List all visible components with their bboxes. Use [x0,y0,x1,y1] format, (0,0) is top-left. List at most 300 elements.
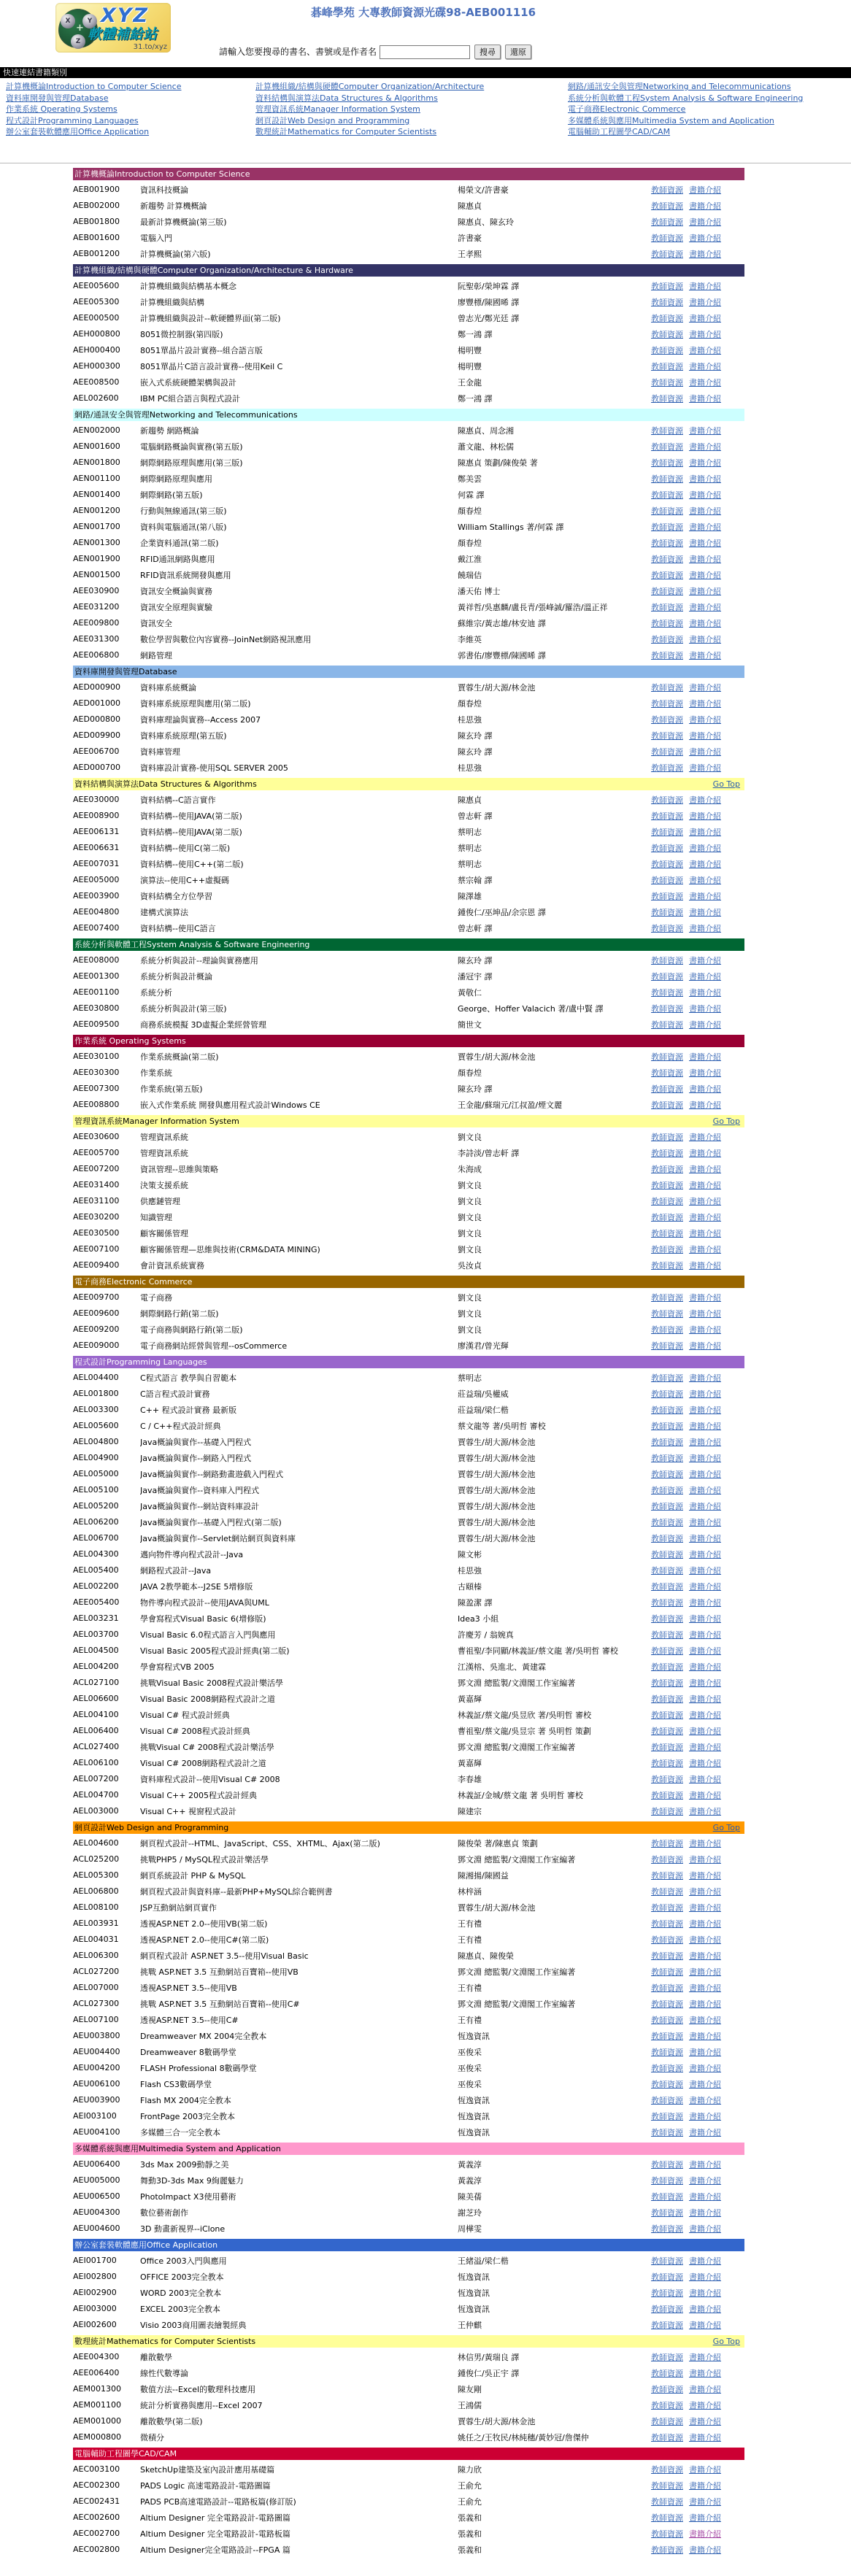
teacher-resource-link[interactable]: 教師資源 [651,1951,683,1961]
teacher-resource-link[interactable]: 教師資源 [651,923,683,933]
book-intro-link[interactable]: 書籍介紹 [689,634,721,644]
book-intro-link[interactable]: 書籍介紹 [689,618,721,628]
book-intro-link[interactable]: 書籍介紹 [689,1935,721,1945]
book-intro-link[interactable]: 書籍介紹 [689,923,721,933]
book-intro-link[interactable]: 書籍介紹 [689,1373,721,1383]
teacher-resource-link[interactable]: 教師資源 [651,1389,683,1399]
book-intro-link[interactable]: 書籍介紹 [689,971,721,982]
teacher-resource-link[interactable]: 教師資源 [651,987,683,998]
teacher-resource-link[interactable]: 教師資源 [651,570,683,580]
teacher-resource-link[interactable]: 教師資源 [651,2159,683,2170]
book-intro-link[interactable]: 書籍介紹 [689,313,721,323]
book-intro-link[interactable]: 書籍介紹 [689,2175,721,2186]
teacher-resource-link[interactable]: 教師資源 [651,2224,683,2234]
teacher-resource-link[interactable]: 教師資源 [651,2127,683,2137]
teacher-resource-link[interactable]: 教師資源 [651,1100,683,1110]
book-intro-link[interactable]: 書籍介紹 [689,714,721,725]
book-intro-link[interactable]: 書籍介紹 [689,1646,721,1656]
teacher-resource-link[interactable]: 教師資源 [651,859,683,869]
book-intro-link[interactable]: 書籍介紹 [689,2464,721,2475]
teacher-resource-link[interactable]: 教師資源 [651,233,683,243]
book-intro-link[interactable]: 書籍介紹 [689,281,721,291]
book-intro-link[interactable]: 書籍介紹 [689,1581,721,1592]
book-intro-link[interactable]: 書籍介紹 [689,586,721,596]
teacher-resource-link[interactable]: 教師資源 [651,201,683,211]
teacher-resource-link[interactable]: 教師資源 [651,2095,683,2105]
book-intro-link[interactable]: 書籍介紹 [689,1485,721,1495]
book-intro-link[interactable]: 書籍介紹 [689,795,721,805]
teacher-resource-link[interactable]: 教師資源 [651,1228,683,1238]
teacher-resource-link[interactable]: 教師資源 [651,1726,683,1736]
book-intro-link[interactable]: 書籍介紹 [689,1662,721,1672]
book-intro-link[interactable]: 書籍介紹 [689,1533,721,1543]
book-intro-link[interactable]: 書籍介紹 [689,490,721,500]
teacher-resource-link[interactable]: 教師資源 [651,1902,683,1913]
book-intro-link[interactable]: 書籍介紹 [689,1870,721,1881]
teacher-resource-link[interactable]: 教師資源 [651,2529,683,2539]
book-intro-link[interactable]: 書籍介紹 [689,2111,721,2121]
book-intro-link[interactable]: 書籍介紹 [689,1918,721,1929]
site-logo[interactable] [55,3,171,53]
teacher-resource-link[interactable]: 教師資源 [651,2191,683,2202]
quick-link-category[interactable]: 管理資訊系統Manager Information System [255,104,420,114]
book-intro-link[interactable]: 書籍介紹 [689,811,721,821]
teacher-resource-link[interactable]: 教師資源 [651,2496,683,2507]
teacher-resource-link[interactable]: 教師資源 [651,1164,683,1174]
teacher-resource-link[interactable]: 教師資源 [651,2272,683,2282]
teacher-resource-link[interactable]: 教師資源 [651,747,683,757]
book-author: 莊益瑞/吳權威 [458,1389,509,1399]
quick-link-category[interactable]: 作業系統 Operating Systems [6,104,118,114]
teacher-resource-link[interactable]: 教師資源 [651,329,683,339]
teacher-resource-link[interactable]: 教師資源 [651,971,683,982]
book-intro-link[interactable]: 書籍介紹 [689,859,721,869]
teacher-resource-link[interactable]: 教師資源 [651,2256,683,2266]
teacher-resource-link[interactable]: 教師資源 [651,1742,683,1752]
teacher-resource-link[interactable]: 教師資源 [651,1613,683,1624]
book-intro-link[interactable]: 書籍介紹 [689,1068,721,1078]
teacher-resource-link[interactable]: 教師資源 [651,1244,683,1254]
teacher-resource-link[interactable]: 教師資源 [651,2207,683,2218]
book-intro-link[interactable]: 書籍介紹 [689,297,721,307]
book-intro-link[interactable]: 書籍介紹 [689,2480,721,2491]
teacher-resource-link[interactable]: 教師資源 [651,875,683,885]
teacher-resource-link[interactable]: 教師資源 [651,1180,683,1190]
book-intro-link[interactable]: 書籍介紹 [689,249,721,259]
book-intro-link[interactable]: 書籍介紹 [689,2191,721,2202]
teacher-resource-link[interactable]: 教師資源 [651,2400,683,2410]
book-intro-link[interactable]: 書籍介紹 [689,1405,721,1415]
quick-link-category[interactable]: 計算機概論Introduction to Computer Science [6,82,182,91]
book-links [651,1468,744,1480]
teacher-resource-link[interactable]: 教師資源 [651,2416,683,2426]
teacher-resource-link[interactable]: 教師資源 [651,2015,683,2025]
teacher-resource-link[interactable]: 教師資源 [651,2047,683,2057]
teacher-resource-link[interactable]: 教師資源 [651,1068,683,1078]
book-intro-link[interactable]: 書籍介紹 [689,1678,721,1688]
teacher-resource-link[interactable]: 教師資源 [651,1148,683,1158]
book-intro-link[interactable]: 書籍介紹 [689,1212,721,1222]
teacher-resource-link[interactable]: 教師資源 [651,1308,683,1319]
book-intro-link[interactable]: 書籍介紹 [689,1292,721,1303]
teacher-resource-link[interactable]: 教師資源 [651,1212,683,1222]
book-intro-link[interactable]: 書籍介紹 [689,1148,721,1158]
teacher-resource-link[interactable]: 教師資源 [651,682,683,693]
book-intro-link[interactable]: 書籍介紹 [689,361,721,371]
book-intro-link[interactable]: 書籍介紹 [689,2079,721,2089]
teacher-resource-link[interactable]: 教師資源 [651,891,683,901]
book-intro-link[interactable]: 書籍介紹 [689,1324,721,1335]
teacher-resource-link[interactable]: 教師資源 [651,297,683,307]
book-intro-link[interactable]: 書籍介紹 [689,1453,721,1463]
book-intro-link[interactable]: 書籍介紹 [689,1019,721,1030]
book-intro-link[interactable]: 書籍介紹 [689,875,721,885]
book-intro-link[interactable]: 書籍介紹 [689,1549,721,1559]
book-intro-link[interactable]: 書籍介紹 [689,1902,721,1913]
book-intro-link[interactable]: 書籍介紹 [689,2207,721,2218]
teacher-resource-link[interactable]: 教師資源 [651,698,683,709]
book-intro-link[interactable]: 書籍介紹 [689,843,721,853]
section-title: 資料結構與演算法Data Structures & Algorithms [74,779,257,789]
book-intro-link[interactable]: 書籍介紹 [689,1597,721,1608]
book-intro-link[interactable]: 書籍介紹 [689,1084,721,1094]
teacher-resource-link[interactable]: 教師資源 [651,1999,683,2009]
teacher-resource-link[interactable]: 教師資源 [651,441,683,452]
teacher-resource-link[interactable]: 教師資源 [651,1019,683,1030]
teacher-resource-link[interactable]: 教師資源 [651,1084,683,1094]
quick-link-category[interactable]: 電子商務Electronic Commerce [568,104,686,114]
book-intro-link[interactable]: 書籍介紹 [689,1694,721,1704]
book-intro-link[interactable]: 書籍介紹 [689,377,721,387]
book-intro-link[interactable]: 書籍介紹 [689,2432,721,2442]
book-intro-link[interactable]: 書籍介紹 [689,538,721,548]
teacher-resource-link[interactable]: 教師資源 [651,217,683,227]
teacher-resource-link[interactable]: 教師資源 [651,811,683,821]
book-intro-link[interactable]: 書籍介紹 [689,1774,721,1784]
teacher-resource-link[interactable]: 教師資源 [651,1421,683,1431]
book-intro-link[interactable]: 書籍介紹 [689,1710,721,1720]
book-intro-link[interactable]: 書籍介紹 [689,763,721,773]
quick-link-category[interactable]: 網頁設計Web Design and Programming [255,115,410,126]
teacher-resource-link[interactable]: 教師資源 [651,2480,683,2491]
quick-link-category[interactable]: 資料庫開發與管理Database [6,93,109,103]
teacher-resource-link[interactable]: 教師資源 [651,2545,683,2555]
teacher-resource-link[interactable]: 教師資源 [651,1838,683,1848]
teacher-resource-link[interactable]: 教師資源 [651,1918,683,1929]
teacher-resource-link[interactable]: 教師資源 [651,281,683,291]
book-intro-link[interactable]: 書籍介紹 [689,1244,721,1254]
teacher-resource-link[interactable]: 教師資源 [651,1292,683,1303]
book-intro-link[interactable]: 書籍介紹 [689,1517,721,1527]
teacher-resource-link[interactable]: 教師資源 [651,1662,683,1672]
book-intro-link[interactable]: 書籍介紹 [689,2416,721,2426]
teacher-resource-link[interactable]: 教師資源 [651,554,683,564]
book-intro-link[interactable]: 書籍介紹 [689,891,721,901]
teacher-resource-link[interactable]: 教師資源 [651,2384,683,2394]
book-intro-link[interactable]: 書籍介紹 [689,730,721,741]
book-intro-link[interactable]: 書籍介紹 [689,1806,721,1816]
book-title: 資訊安全概論與實務 [140,586,212,596]
book-intro-link[interactable]: 書籍介紹 [689,1951,721,1961]
book-intro-link[interactable]: 書籍介紹 [689,2256,721,2266]
quick-link-category[interactable]: 資料結構與演算法Data Structures & Algorithms [255,93,438,103]
book-intro-link[interactable]: 書籍介紹 [689,1726,721,1736]
teacher-resource-link[interactable]: 教師資源 [651,763,683,773]
teacher-resource-link[interactable]: 教師資源 [651,2432,683,2442]
teacher-resource-link[interactable]: 教師資源 [651,2175,683,2186]
teacher-resource-link[interactable]: 教師資源 [651,1052,683,1062]
book-intro-link[interactable]: 書籍介紹 [689,1886,721,1897]
teacher-resource-link[interactable]: 教師資源 [651,2368,683,2378]
teacher-resource-link[interactable]: 教師資源 [651,1003,683,1014]
book-intro-link[interactable]: 書籍介紹 [689,2384,721,2394]
teacher-resource-link[interactable]: 教師資源 [651,1854,683,1864]
quick-link-category[interactable]: 程式設計Programming Languages [6,115,139,126]
teacher-resource-link[interactable]: 教師資源 [651,185,683,195]
book-intro-link[interactable]: 書籍介紹 [689,602,721,612]
teacher-resource-link[interactable]: 教師資源 [651,1983,683,1993]
teacher-resource-link[interactable]: 教師資源 [651,843,683,853]
book-intro-link[interactable]: 書籍介紹 [689,425,721,436]
book-intro-link[interactable]: 書籍介紹 [689,1630,721,1640]
teacher-resource-link[interactable]: 教師資源 [651,1790,683,1800]
book-intro-link[interactable]: 書籍介紹 [689,2224,721,2234]
teacher-resource-link[interactable]: 教師資源 [651,1646,683,1656]
book-intro-link[interactable]: 書籍介紹 [689,2272,721,2282]
book-intro-link[interactable]: 書籍介紹 [689,1003,721,1014]
teacher-resource-link[interactable]: 教師資源 [651,1630,683,1640]
book-intro-link[interactable]: 書籍介紹 [689,747,721,757]
teacher-resource-link[interactable]: 教師資源 [651,1774,683,1784]
teacher-resource-link[interactable]: 教師資源 [651,1341,683,1351]
book-intro-link[interactable]: 書籍介紹 [689,570,721,580]
teacher-resource-link[interactable]: 教師資源 [651,1935,683,1945]
book-intro-link[interactable]: 書籍介紹 [689,1758,721,1768]
teacher-resource-link[interactable]: 教師資源 [651,2513,683,2523]
book-intro-link[interactable]: 書籍介紹 [689,2159,721,2170]
teacher-resource-link[interactable]: 教師資源 [651,1597,683,1608]
teacher-resource-link[interactable]: 教師資源 [651,1710,683,1720]
book-intro-link[interactable]: 書籍介紹 [689,554,721,564]
book-intro-link[interactable]: 書籍介紹 [689,2063,721,2073]
teacher-resource-link[interactable]: 教師資源 [651,1517,683,1527]
book-intro-link[interactable]: 書籍介紹 [689,2288,721,2298]
book-intro-link[interactable]: 書籍介紹 [689,1308,721,1319]
book-intro-link[interactable]: 書籍介紹 [689,1389,721,1399]
teacher-resource-link[interactable]: 教師資源 [651,714,683,725]
book-intro-link[interactable]: 書籍介紹 [689,1999,721,2009]
book-intro-link[interactable]: 書籍介紹 [689,233,721,243]
teacher-resource-link[interactable]: 教師資源 [651,730,683,741]
book-intro-link[interactable]: 書籍介紹 [689,907,721,917]
teacher-resource-link[interactable]: 教師資源 [651,458,683,468]
book-links [651,810,744,822]
teacher-resource-link[interactable]: 教師資源 [651,506,683,516]
book-intro-link[interactable]: 書籍介紹 [689,1196,721,1206]
book-intro-link[interactable]: 書籍介紹 [689,185,721,195]
book-intro-link[interactable]: 書籍介紹 [689,458,721,468]
teacher-resource-link[interactable]: 教師資源 [651,1485,683,1495]
book-intro-link[interactable]: 書籍介紹 [689,2127,721,2137]
book-intro-link[interactable]: 書籍介紹 [689,2047,721,2057]
book-code: ACL027300 [73,1999,120,2008]
book-intro-link[interactable]: 書籍介紹 [689,217,721,227]
book-intro-link[interactable]: 書籍介紹 [689,506,721,516]
teacher-resource-link[interactable]: 教師資源 [651,907,683,917]
teacher-resource-link[interactable]: 教師資源 [651,377,683,387]
go-top-link[interactable]: Go Top [712,1822,740,1832]
teacher-resource-link[interactable]: 教師資源 [651,1886,683,1897]
reset-button[interactable]: 還原 [505,45,531,59]
teacher-resource-link[interactable]: 教師資源 [651,490,683,500]
book-intro-link[interactable]: 書籍介紹 [689,345,721,355]
teacher-resource-link[interactable]: 教師資源 [651,522,683,532]
book-intro-link[interactable]: 書籍介紹 [689,1228,721,1238]
teacher-resource-link[interactable]: 教師資源 [651,313,683,323]
teacher-resource-link[interactable]: 教師資源 [651,1196,683,1206]
go-top-link[interactable]: Go Top [712,779,740,789]
go-top-link[interactable]: Go Top [712,2336,740,2346]
book-author: 王有禮 [458,1983,482,1993]
book-intro-link[interactable]: 書籍介紹 [689,682,721,693]
quick-link-category[interactable]: 數理統計Mathematics for Computer Scientists [255,127,437,136]
book-intro-link[interactable]: 書籍介紹 [689,827,721,837]
book-intro-link[interactable]: 書籍介紹 [689,441,721,452]
quick-link-category[interactable]: 辦公室套裝軟體應用Office Application [6,127,150,136]
book-intro-link[interactable]: 書籍介紹 [689,2304,721,2314]
search-button[interactable]: 搜尋 [474,45,501,59]
teacher-resource-link[interactable]: 教師資源 [651,2352,683,2362]
book-intro-link[interactable]: 書籍介紹 [689,1838,721,1848]
teacher-resource-link[interactable]: 教師資源 [651,393,683,404]
teacher-resource-link[interactable]: 教師資源 [651,586,683,596]
teacher-resource-link[interactable]: 教師資源 [651,2031,683,2041]
book-intro-link[interactable]: 書籍介紹 [689,1967,721,1977]
teacher-resource-link[interactable]: 教師資源 [651,2079,683,2089]
book-intro-link[interactable]: 書籍介紹 [689,1180,721,1190]
teacher-resource-link[interactable]: 教師資源 [651,1967,683,1977]
teacher-resource-link[interactable]: 教師資源 [651,1565,683,1576]
teacher-resource-link[interactable]: 教師資源 [651,1437,683,1447]
book-row [73,1627,744,1643]
book-intro-link[interactable]: 書籍介紹 [689,2352,721,2362]
teacher-resource-link[interactable]: 教師資源 [651,650,683,660]
teacher-resource-link[interactable]: 教師資源 [651,2464,683,2475]
book-intro-link[interactable]: 書籍介紹 [689,2095,721,2105]
book-intro-link[interactable]: 書籍介紹 [689,1742,721,1752]
book-intro-link[interactable]: 書籍介紹 [689,2368,721,2378]
teacher-resource-link[interactable]: 教師資源 [651,1758,683,1768]
quick-link-category[interactable]: 系統分析與軟體工程System Analysis & Software Engineering [568,93,804,103]
book-intro-link[interactable]: 書籍介紹 [689,1100,721,1110]
search-input[interactable] [380,45,470,59]
quick-link-category[interactable]: 網路/通訊安全與管理Networking and Telecommunications [568,82,791,91]
book-intro-link[interactable]: 書籍介紹 [689,1421,721,1431]
teacher-resource-link[interactable]: 教師資源 [651,1870,683,1881]
teacher-resource-link[interactable]: 教師資源 [651,425,683,436]
teacher-resource-link[interactable]: 教師資源 [651,795,683,805]
book-intro-link[interactable]: 書籍介紹 [689,1469,721,1479]
go-top-link[interactable]: Go Top [712,1116,740,1126]
quick-link-category[interactable]: 多媒體系統與應用Multimedia System and Application [568,115,774,126]
teacher-resource-link[interactable]: 教師資源 [651,2063,683,2073]
book-intro-link[interactable]: 書籍介紹 [689,1565,721,1576]
book-intro-link[interactable]: 書籍介紹 [689,987,721,998]
teacher-resource-link[interactable]: 教師資源 [651,1405,683,1415]
book-intro-link[interactable]: 書籍介紹 [689,2513,721,2523]
teacher-resource-link[interactable]: 教師資源 [651,1678,683,1688]
teacher-resource-link[interactable]: 教師資源 [651,1324,683,1335]
book-intro-link[interactable]: 書籍介紹 [689,1983,721,1993]
book-intro-link[interactable]: 書籍介紹 [689,1790,721,1800]
book-intro-link[interactable]: 書籍介紹 [689,522,721,532]
teacher-resource-link[interactable]: 教師資源 [651,1453,683,1463]
teacher-resource-link[interactable]: 教師資源 [651,2111,683,2121]
book-intro-link[interactable]: 書籍介紹 [689,1052,721,1062]
teacher-resource-link[interactable]: 教師資源 [651,2304,683,2314]
book-intro-link[interactable]: 書籍介紹 [689,1132,721,1142]
teacher-resource-link[interactable]: 教師資源 [651,634,683,644]
teacher-resource-link[interactable]: 教師資源 [651,1260,683,1270]
teacher-resource-link[interactable]: 教師資源 [651,827,683,837]
book-intro-link[interactable]: 書籍介紹 [689,2400,721,2410]
book-intro-link[interactable]: 書籍介紹 [689,650,721,660]
book-intro-link[interactable]: 書籍介紹 [689,201,721,211]
teacher-resource-link[interactable]: 教師資源 [651,249,683,259]
teacher-resource-link[interactable]: 教師資源 [651,1533,683,1543]
teacher-resource-link[interactable]: 教師資源 [651,1501,683,1511]
teacher-resource-link[interactable]: 教師資源 [651,602,683,612]
book-intro-link[interactable]: 書籍介紹 [689,1164,721,1174]
teacher-resource-link[interactable]: 教師資源 [651,1373,683,1383]
teacher-resource-link[interactable]: 教師資源 [651,1806,683,1816]
teacher-resource-link[interactable]: 教師資源 [651,1694,683,1704]
book-intro-link[interactable]: 書籍介紹 [689,2545,721,2555]
book-intro-link[interactable]: 書籍介紹 [689,698,721,709]
book-intro-link[interactable]: 書籍介紹 [689,1501,721,1511]
book-intro-link[interactable]: 書籍介紹 [689,2015,721,2025]
teacher-resource-link[interactable]: 教師資源 [651,345,683,355]
teacher-resource-link[interactable]: 教師資源 [651,474,683,484]
teacher-resource-link[interactable]: 教師資源 [651,1549,683,1559]
quick-link-category[interactable]: 計算機組織/結構與硬體Computer Organization/Architecture [255,82,485,91]
book-intro-link[interactable]: 書籍介紹 [689,393,721,404]
teacher-resource-link[interactable]: 教師資源 [651,955,683,965]
teacher-resource-link[interactable]: 教師資源 [651,2288,683,2298]
book-intro-link[interactable]: 書籍介紹 [689,474,721,484]
teacher-resource-link[interactable]: 教師資源 [651,538,683,548]
quick-link-category[interactable]: 電腦輔助工程圖學CAD/CAM [568,127,671,136]
book-intro-link[interactable]: 書籍介紹 [689,1613,721,1624]
teacher-resource-link[interactable]: 教師資源 [651,2320,683,2330]
book-intro-link[interactable]: 書籍介紹 [689,2320,721,2330]
teacher-resource-link[interactable]: 教師資源 [651,1581,683,1592]
book-intro-link[interactable]: 書籍介紹 [689,2031,721,2041]
teacher-resource-link[interactable]: 教師資源 [651,618,683,628]
book-intro-link[interactable]: 書籍介紹 [689,329,721,339]
book-intro-link[interactable]: 書籍介紹 [689,1260,721,1270]
teacher-resource-link[interactable]: 教師資源 [651,1132,683,1142]
book-intro-link[interactable]: 書籍介紹 [689,1341,721,1351]
book-row [73,1418,744,1434]
book-intro-link[interactable]: 書籍介紹 [689,1854,721,1864]
book-intro-link[interactable]: 書籍介紹 [689,2529,721,2539]
book-intro-link[interactable]: 書籍介紹 [689,955,721,965]
teacher-resource-link[interactable]: 教師資源 [651,361,683,371]
book-intro-link[interactable]: 書籍介紹 [689,2496,721,2507]
book-intro-link[interactable]: 書籍介紹 [689,1437,721,1447]
teacher-resource-link[interactable]: 教師資源 [651,1469,683,1479]
